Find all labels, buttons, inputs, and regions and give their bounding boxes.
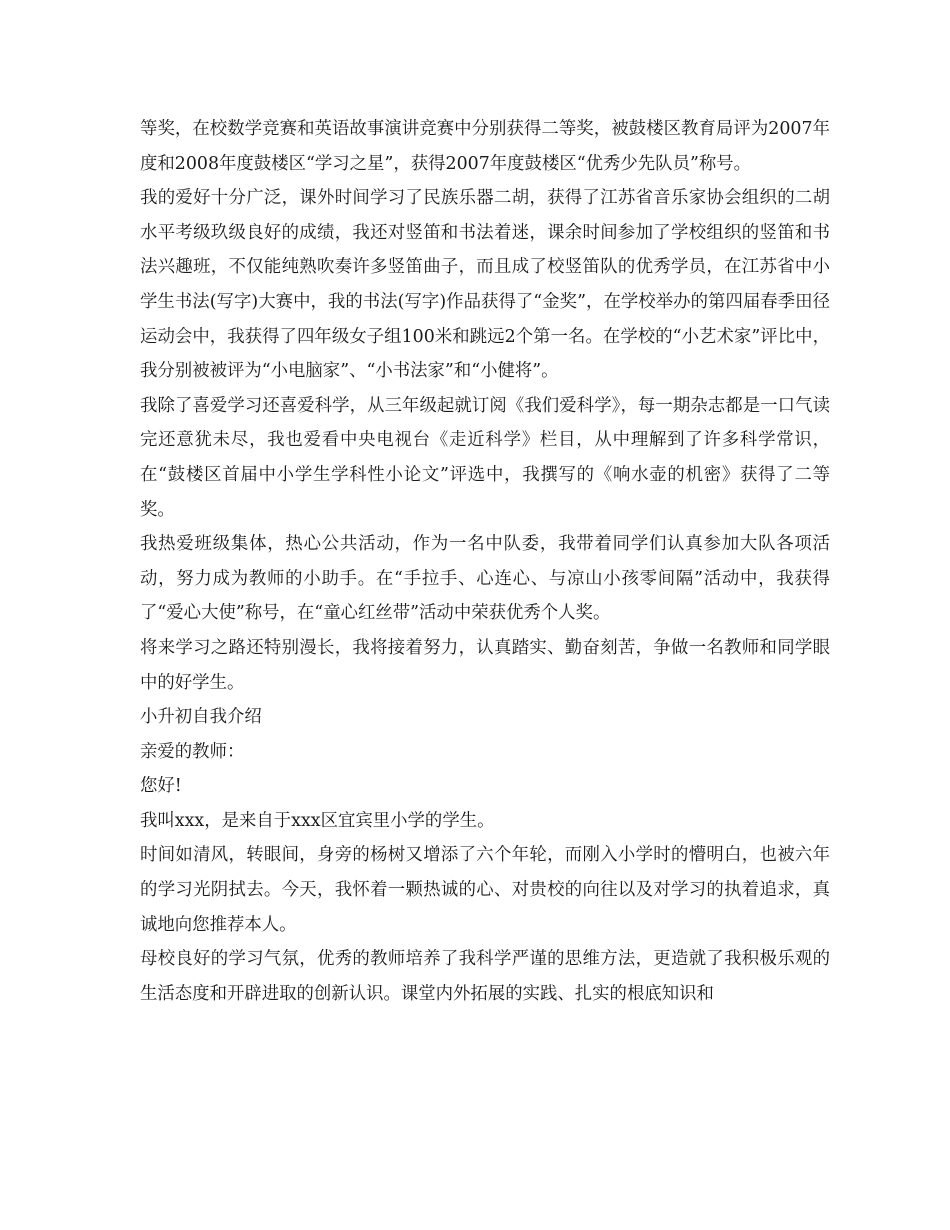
paragraph-future: 将来学习之路还特别漫长，我将接着努力，认真踏实、勤奋刻苦，争做一名教师和同学眼中的好学生。 <box>140 637 830 693</box>
paragraph-time: 时间如清风，转眼间，身旁的杨树又增添了六个年轮，而刚入小学时的懵明白，也被六年的学习光阴拭去。今天，我怀着一颗热诚的心、对贵校的向往以及对学习的执着追求，真诚地向您推荐本人。 <box>140 845 830 935</box>
section-title: 小升初自我介绍 <box>140 707 262 728</box>
paragraph-hobbies: 我的爱好十分广泛，课外时间学习了民族乐器二胡，获得了江苏省音乐家协会组织的二胡水平考级玖级良好的成绩，我还对竖笛和书法着迷，课余时间参加了学校组织的竖笛和书法兴趣班，不仅能纯熟吹奏许多竖笛曲子，而且成了校竖笛队的优秀学员，在江苏省中小学生书法(写字)大赛中，我的书法(写字)作品获得了“金奖”，在学校举办的第四届春季田径运动会中，我获得了四年级女子组100米和跳远2个第一名。在学校的“小艺术家”评比中，我分别被被评为“小电脑家”、“小书法家”和“小健将”。 <box>140 188 830 382</box>
paragraph-class-activities: 我热爱班级集体，热心公共活动，作为一名中队委，我带着同学们认真参加大队各项活动，努力成为教师的小助手。在“手拉手、心连心、与凉山小孩零间隔”活动中，我获得了“爱心大使”称号，在“童心红丝带”活动中荣获优秀个人奖。 <box>140 534 830 624</box>
paragraph-school: 母校良好的学习气氛，优秀的教师培养了我科学严谨的思维方法，更造就了我积极乐观的生活态度和开辟进取的创新认识。课堂内外拓展的实践、扎实的根底知识和 <box>140 949 830 1004</box>
greeting: 您好! <box>140 776 182 797</box>
salutation: 亲爱的教师： <box>140 741 245 762</box>
paragraph-awards-continued: 等奖，在校数学竞赛和英语故事演讲竞赛中分别获得二等奖，被鼓楼区教育局评为2007年度和2008年度鼓楼区“学习之星”，获得2007年度鼓楼区“优秀少先队员”称号。 <box>140 119 830 174</box>
document-body <box>140 112 830 1011</box>
paragraph-science: 我除了喜爱学习还喜爱科学，从三年级起就订阅《我们爱科学》，每一期杂志都是一口气读完还意犹未尽，我也爱看中央电视台《走近科学》栏目，从中理解到了许多科学常识，在“鼓楼区首届中小学生学科性小论文”评选中，我撰写的《响水壶的机密》获得了二等奖。 <box>140 395 830 520</box>
paragraph-introduction: 我叫xxx，是来自于xxx区宜宾里小学的学生。 <box>140 810 495 831</box>
